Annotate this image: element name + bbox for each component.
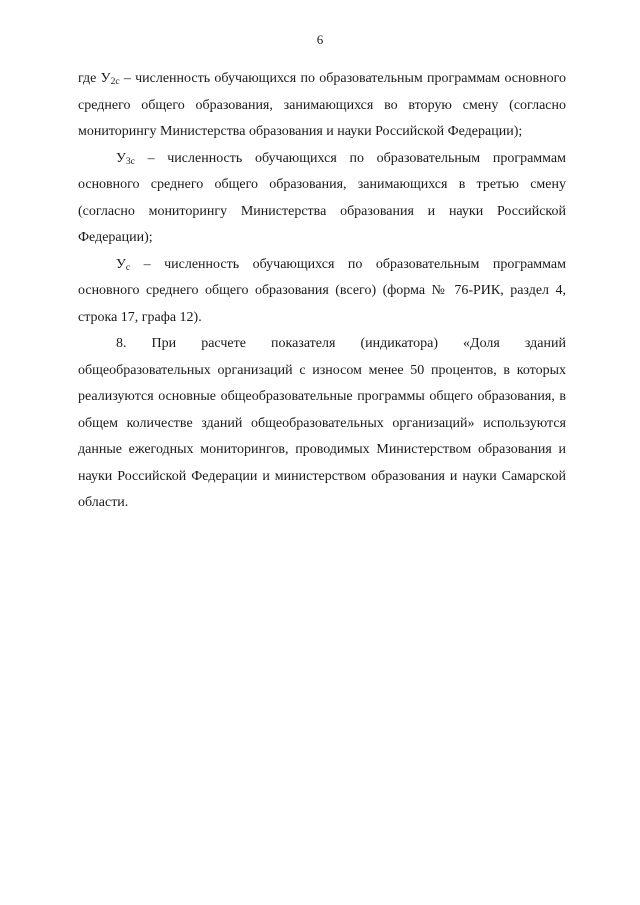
variable-prefix: У <box>116 256 126 272</box>
paragraph-text: – численность обучающихся по образовательным программам основного среднего общего образования, занимающихся во вторую смену (согласно мониторингу Министерства образования и науки Российской Федерации); <box>78 71 566 139</box>
paragraph-item-8 <box>78 331 566 517</box>
variable-prefix: где У <box>78 71 111 86</box>
document-body <box>78 66 566 517</box>
variable-prefix: У <box>116 150 126 166</box>
paragraph-text: – численность обучающихся по образовательным программам основного среднего общего образования, занимающихся в третью смену (согласно мониторингу Министерства образования и науки Российской Федерации); <box>78 150 566 245</box>
paragraph-uc-definition <box>78 252 566 332</box>
paragraph-u2c-definition <box>78 66 566 146</box>
variable-subscript: 2с <box>110 77 120 87</box>
variable-subscript: с <box>125 262 131 273</box>
paragraph-text: 8. При расчете показателя (индикатора) «Доля зданий общеобразовательных организаций с износом менее 50 процентов, в которых реализуются основные общеобразовательные программы общего образования, в общем количестве зданий общеобразовательных организаций» используются данные ежегодных мониторингов, проводимых Министерством образования и науки Российской Федерации и министерством образования и науки Самарской области. <box>78 336 566 510</box>
page-number: 6 <box>316 32 324 47</box>
variable-subscript: 3с <box>125 156 135 167</box>
paragraph-u3c-definition <box>78 146 566 252</box>
paragraph-text: – численность обучающихся по образовательным программам основного среднего общего образования (всего) (форма № 76-РИК, раздел 4, строка 17, графа 12). <box>78 256 566 325</box>
